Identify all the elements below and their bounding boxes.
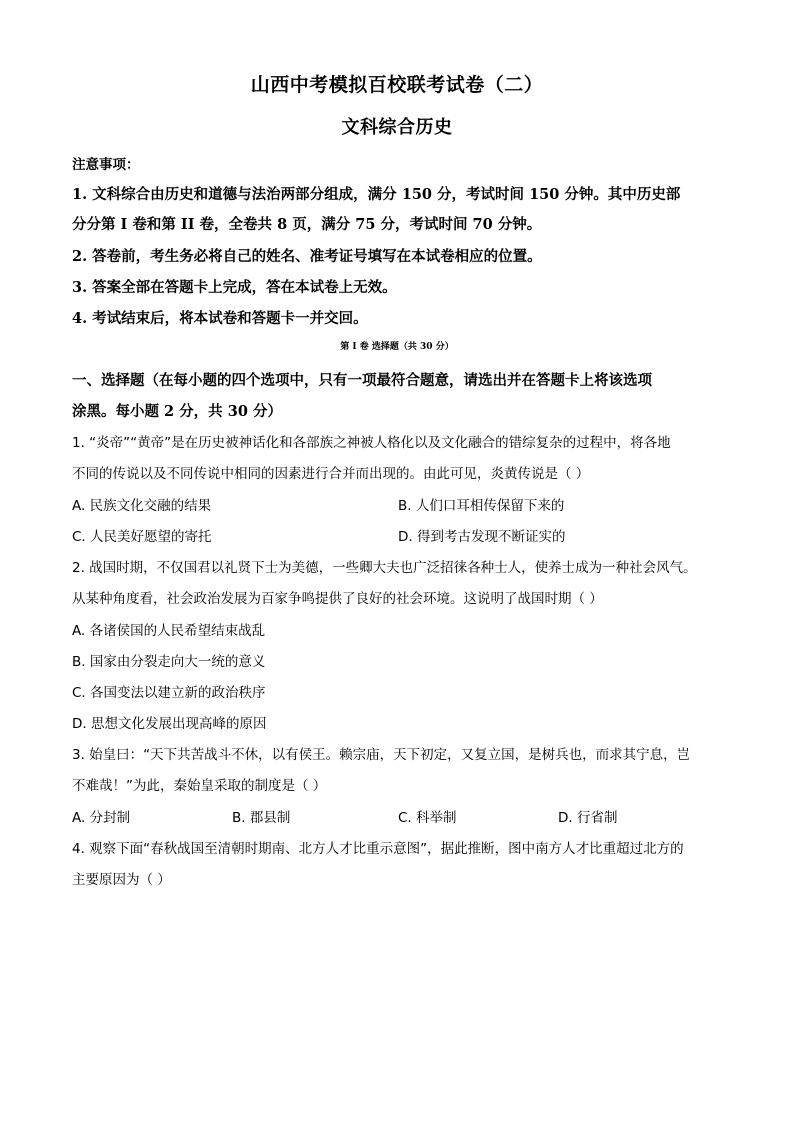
question-2-option-c: C. 各国变法以建立新的政治秩序 [72, 685, 266, 701]
question-1-text: 1. “炎帝”“黄帝”是在历史被神话化和各部族之神被人格化以及文化融合的错综复杂的过程中，将各地 [72, 435, 671, 451]
question-1-option-a: A. 民族文化交融的结果 [72, 498, 212, 514]
question-3-option-c: C. 科举制 [398, 810, 457, 826]
question-2-text: 从某种角度看，社会政治发展为百家争鸣提供了良好的社会环境。这说明了战国时期（ ） [72, 591, 603, 607]
question-1-option-d: D. 得到考古发现不断证实的 [398, 529, 566, 545]
question-1-text: 不同的传说以及不同传说中相同的因素进行合并而出现的。由此可见，炎黄传说是（ ） [72, 466, 590, 482]
notice-line: 1. 文科综合由历史和道德与法治两部分组成，满分 150 分，考试时间 150 分钟。其中历史部 [72, 186, 681, 203]
question-2-option-a: A. 各诸侯国的人民希望结束战乱 [72, 623, 266, 639]
question-3-option-a: A. 分封制 [72, 810, 131, 826]
question-3-option-b: B. 郡县制 [232, 810, 291, 826]
question-3-text: 不难哉！”为此，秦始皇采取的制度是（ ） [72, 778, 327, 794]
exam-title: 山西中考模拟百校联考试卷（二） [250, 74, 544, 96]
notice-heading: 注意事项： [72, 157, 140, 173]
notice-line: 2. 答卷前，考生务必将自己的姓名、准考证号填写在本试卷相应的位置。 [72, 248, 542, 265]
question-3-option-d: D. 行省制 [558, 810, 618, 826]
question-4-text: 4. 观察下面“春秋战国至清朝时期南、北方人才比重示意图”，据此推断，图中南方人才比重超过北方的 [72, 841, 684, 857]
question-3-text: 3. 始皇曰：“天下共苦战斗不休，以有侯王。赖宗庙，天下初定，又复立国，是树兵也，而求其宁息，岂 [72, 747, 691, 763]
question-2-option-b: B. 国家由分裂走向大一统的意义 [72, 654, 266, 670]
section-title: 第 I 卷 选择题（共 30 分） [340, 342, 454, 352]
notice-line: 3. 答案全部在答题卡上完成，答在本试卷上无效。 [72, 279, 397, 296]
section-instruction: 一、选择题（在每小题的四个选项中，只有一项最符合题意，请选出并在答题卡上将该选项 [72, 372, 652, 389]
question-1-option-b: B. 人们口耳相传保留下来的 [398, 498, 565, 514]
question-2-option-d: D. 思想文化发展出现高峰的原因 [72, 716, 267, 732]
question-2-text: 2. 战国时期，不仅国君以礼贤下士为美德，一些卿大夫也广泛招徕各种士人，使养士成为一种社会风气。 [72, 560, 697, 576]
question-1-option-c: C. 人民美好愿望的寄托 [72, 529, 212, 545]
exam-subtitle: 文科综合历史 [341, 117, 453, 138]
notice-line: 分分第 I 卷和第 II 卷，全卷共 8 页，满分 75 分，考试时间 70 分钟。 [72, 216, 542, 233]
section-instruction: 涂黑。每小题 2 分，共 30 分） [72, 403, 282, 420]
notice-line: 4. 考试结束后，将本试卷和答题卡一并交回。 [72, 310, 368, 327]
question-4-text: 主要原因为（ ） [72, 872, 171, 888]
